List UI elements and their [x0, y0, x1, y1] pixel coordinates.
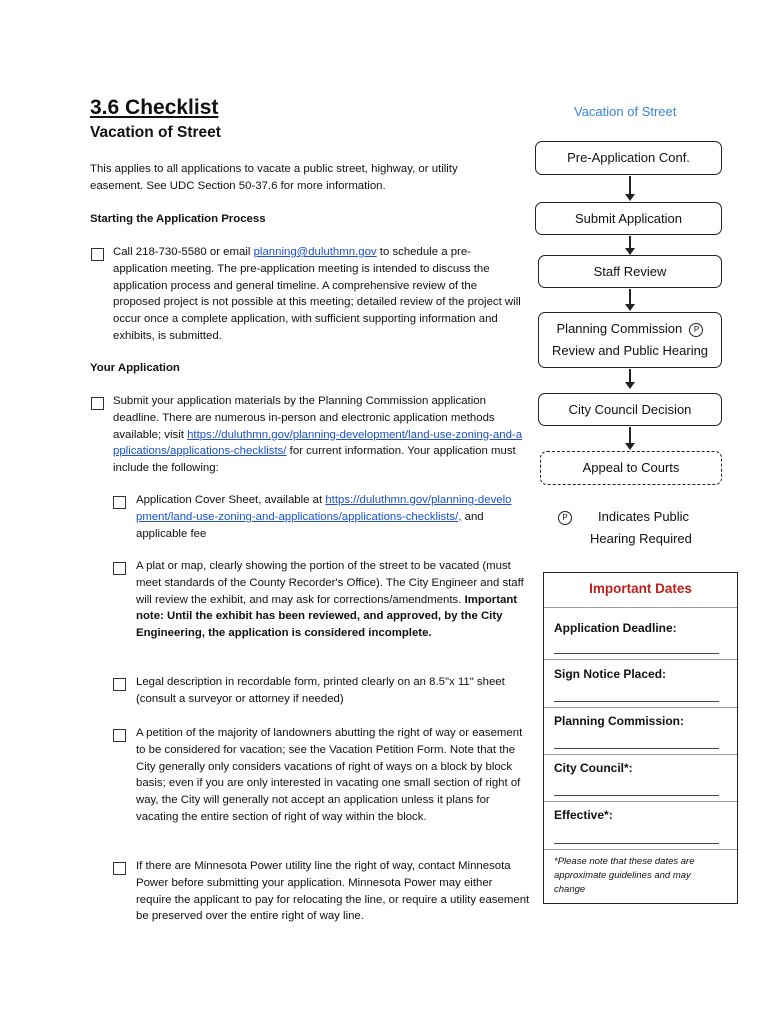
divider: [544, 801, 737, 802]
flow-step-planning-commission: [538, 312, 722, 368]
flow-step-appeal: Appeal to Courts: [540, 451, 722, 485]
checkbox-cover-sheet[interactable]: [113, 496, 126, 509]
checklist-item-minnesota-power: If there are Minnesota Power utility line the right of way, contact Minnesota Power before submitting your application. Minnesota Power may either require the applicant to pay for relocating the line, or require a utility easement be preserved over the entire right of way line.: [136, 860, 530, 923]
public-hearing-icon: P: [689, 323, 703, 337]
checklist-item-legal-description: Legal description in recordable form, printed clearly on an 8.5"x 11" sheet (consult a surveyor or attorney if needed): [136, 676, 505, 705]
date-label-effective: Effective*:: [554, 808, 613, 822]
divider: [544, 607, 737, 608]
divider: [544, 849, 737, 850]
date-field-sign-notice[interactable]: [554, 701, 719, 702]
intro-text: This applies to all applications to vacate a public street, highway, or utility easement. See UDC Section 50-37.6 for more information.: [90, 163, 458, 192]
divider: [544, 659, 737, 660]
divider: [544, 707, 737, 708]
checklist-item-preapp: Call 218-730-5580 or email planning@duluthmn.gov to schedule a pre-application meeting. The pre-application meeting is intended to discuss the application process and general timeline. A comprehensive review of the proposed project is not possible at this meeting; detailed review of the project will occur once a complete application, with sufficient supporting information and exhibits, is submitted.: [113, 246, 521, 342]
date-field-city-council[interactable]: [554, 795, 719, 796]
flow-step-staff-review: Staff Review: [538, 255, 722, 288]
date-field-application-deadline[interactable]: [554, 653, 719, 654]
divider: [544, 754, 737, 755]
section-heading-start: Starting the Application Process: [90, 213, 266, 225]
checklist-item-submit: Submit your application materials by the Planning Commission application deadline. There are numerous in-person and electronic application methods available; visit https://duluthmn.gov/planning-development/land-use-zoning-and-applications/applications-checklists/ for current information. Your application must include the following:: [113, 395, 523, 475]
flow-step-label: Review and Public Hearing: [551, 343, 709, 358]
date-label-sign-notice: Sign Notice Placed:: [554, 667, 667, 681]
date-field-planning-commission[interactable]: [554, 748, 719, 749]
checkbox-preapp[interactable]: [91, 248, 104, 261]
section-heading-application: Your Application: [90, 362, 180, 374]
important-note: Important note: Until the exhibit has been reviewed, and approved, by the City Engineering, the application is considered incomplete.: [136, 593, 518, 640]
checkbox-petition[interactable]: [113, 729, 126, 742]
flow-step-submit: Submit Application: [535, 202, 722, 235]
date-label-application-deadline: Application Deadline:: [554, 621, 677, 635]
flow-step-preapp: Pre-Application Conf.: [535, 141, 722, 175]
checklist-item-cover-sheet: Application Cover Sheet, available at https://duluthmn.gov/planning-development/land-use-zoning-and-applications/applications-checklists/, and applicable fee: [136, 494, 512, 540]
checklist-link[interactable]: https://duluthmn.gov/planning-development/land-use-zoning-and-applications/applications-checklists/: [113, 428, 523, 458]
public-hearing-legend: P Indicates Public Hearing Required: [558, 506, 738, 550]
checklist-item-petition: A petition of the majority of landowners abutting the right of way or easement to be considered for vacation; see the Vacation Petition Form. Note that the City generally only considers vacations of right of ways on a block by block basis; even if you are only interested in vacating one small section of right of way, the City will generally not accept an application unless it plans for vacating the entire section of right of way within the block.: [136, 727, 523, 823]
cover-sheet-link[interactable]: https://duluthmn.gov/planning-development/land-use-zoning-and-applications/applications-checklists/,: [136, 494, 512, 523]
checklist-item-plat-map: A plat or map, clearly showing the portion of the street to be vacated (must meet standards of the County Recorder's Office). The City Engineer and staff will review the exhibit, and may ask for corrections/amendments. Important note: Until the exhibit has been reviewed, and approved, by the City Engineering, the application is considered incomplete.: [136, 560, 524, 640]
date-label-planning-commission: Planning Commission:: [554, 714, 685, 728]
important-dates-box: [543, 572, 738, 904]
flow-step-label: Planning Commission: [556, 321, 683, 336]
date-label-city-council: City Council*:: [554, 761, 633, 775]
page-subtitle: Vacation of Street: [90, 124, 221, 141]
date-field-effective[interactable]: [554, 843, 719, 844]
checkbox-legal-description[interactable]: [113, 678, 126, 691]
flow-step-city-council: City Council Decision: [538, 393, 722, 426]
important-dates-title: Important Dates: [589, 581, 692, 596]
email-link[interactable]: planning@duluthmn.gov: [253, 246, 377, 258]
dates-disclaimer: *Please note that these dates are approximate guidelines and may change: [554, 856, 695, 895]
public-hearing-icon: P: [558, 511, 572, 525]
checkbox-plat-map[interactable]: [113, 562, 126, 575]
flowchart-title: Vacation of Street: [574, 104, 677, 119]
checkbox-minnesota-power[interactable]: [113, 862, 126, 875]
page-title: 3.6 Checklist: [90, 96, 219, 119]
checkbox-submit[interactable]: [91, 397, 104, 410]
